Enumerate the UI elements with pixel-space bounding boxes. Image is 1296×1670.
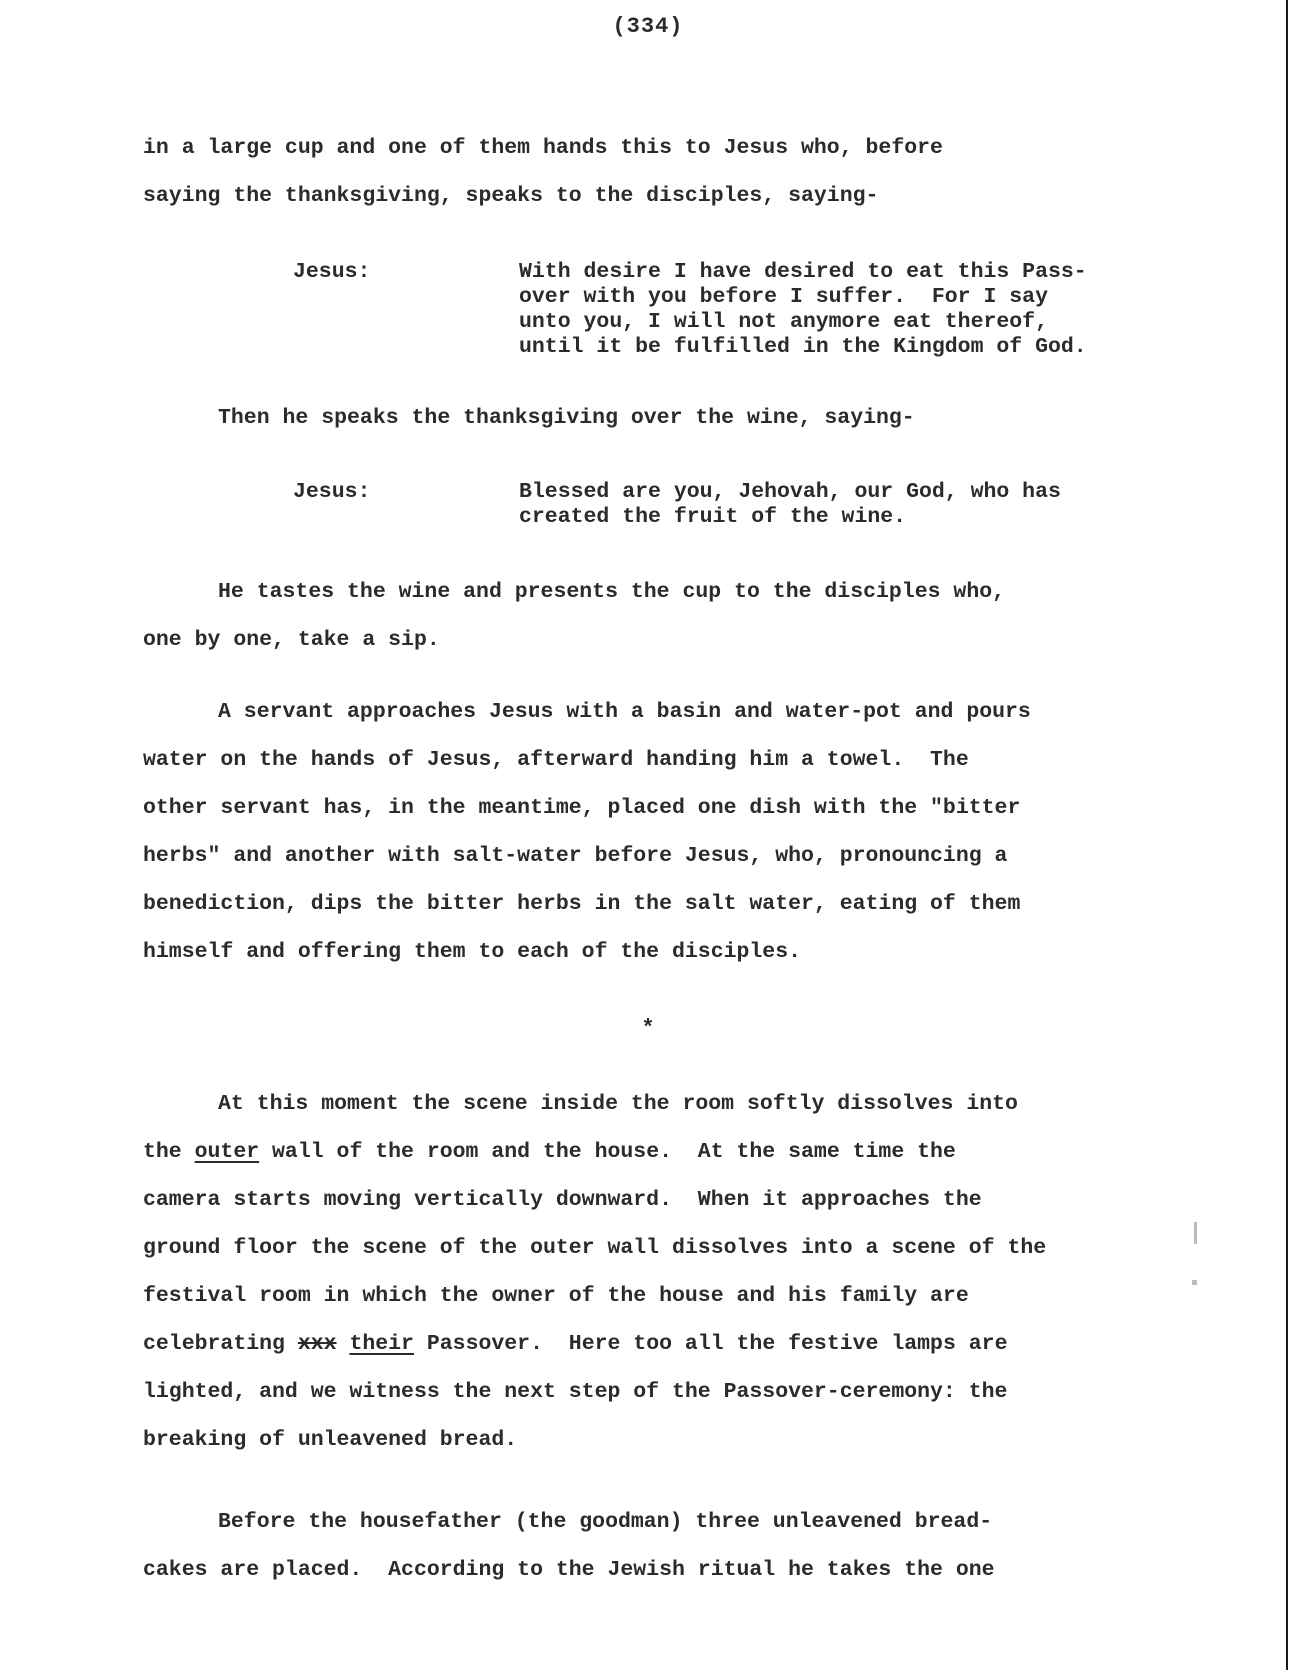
text-line: one by one, take a sip. [143,628,440,652]
text-line: camera starts moving vertically downward. When it approaches the [143,1188,982,1212]
underlined-word: outer [194,1140,260,1164]
struck-out-text: xxx [297,1332,337,1356]
paragraph-scene-dissolve [143,1080,1203,1464]
text-line: unto you, I will not anymore eat thereof, [519,310,1048,334]
text-line: With desire I have desired to eat this Pass- [519,260,1087,284]
text-line: At this moment the scene inside the room softly dissolves into [218,1092,1018,1116]
text-line: Then he speaks the thanksgiving over the wine, saying- [218,406,915,430]
text-line: benediction, dips the bitter herbs in the salt water, eating of them [143,892,1021,916]
text-line: herbs" and another with salt-water before Jesus, who, pronouncing a [143,844,1008,868]
text-line: A servant approaches Jesus with a basin and water-pot and pours [218,700,1031,724]
text-line [143,1332,1007,1356]
text-line: ground floor the scene of the outer wall dissolves into a scene of the [143,1236,1047,1260]
paragraph-thanksgiving [218,394,1278,442]
text-segment: the [143,1140,195,1164]
text-line: other servant has, in the meantime, placed one dish with the "bitter [143,796,1021,820]
text-line: saying the thanksgiving, speaks to the disciples, saying- [143,184,879,208]
dialogue-text [519,480,1061,530]
text-segment: wall of the room and the house. At the same time the [259,1140,956,1164]
text-segment [337,1332,350,1356]
dialogue-text [519,260,1087,360]
text-line: Blessed are you, Jehovah, our God, who has [519,480,1061,504]
text-line: cakes are placed. According to the Jewish ritual he takes the one [143,1558,995,1582]
text-line: festival room in which the owner of the house and his family are [143,1284,969,1308]
text-line [143,1140,956,1164]
underlined-word: their [349,1332,414,1356]
dialogue-speaker: Jesus: [293,260,371,284]
page-number: (334) [612,14,684,39]
text-line: until it be fulfilled in the Kingdom of God. [519,335,1087,359]
page-edge-line [1286,0,1288,1670]
dialogue-speaker: Jesus: [293,480,371,504]
text-line: over with you before I suffer. For I say [519,285,1048,309]
text-line: lighted, and we witness the next step of the Passover-ceremony: the [143,1380,1008,1404]
text-line: water on the hands of Jesus, afterward handing him a towel. The [143,748,969,772]
section-separator: * [641,1016,655,1041]
text-line: in a large cup and one of them hands this to Jesus who, before [143,136,943,160]
paragraph-servant [143,688,1203,976]
text-segment: Passover. Here too all the festive lamps are [413,1332,1008,1356]
text-line: himself and offering them to each of the disciples. [143,940,802,964]
paragraph-cup [143,124,1203,220]
paragraph-tastes-wine [143,568,1203,664]
text-line: He tastes the wine and presents the cup to the disciples who, [218,580,1006,604]
text-line: Before the housefather (the goodman) three unleavened bread- [218,1510,993,1534]
paragraph-housefather [143,1498,1203,1594]
text-segment: celebrating [143,1332,298,1356]
text-line: breaking of unleavened bread. [143,1428,518,1452]
text-line: created the fruit of the wine. [519,505,907,529]
